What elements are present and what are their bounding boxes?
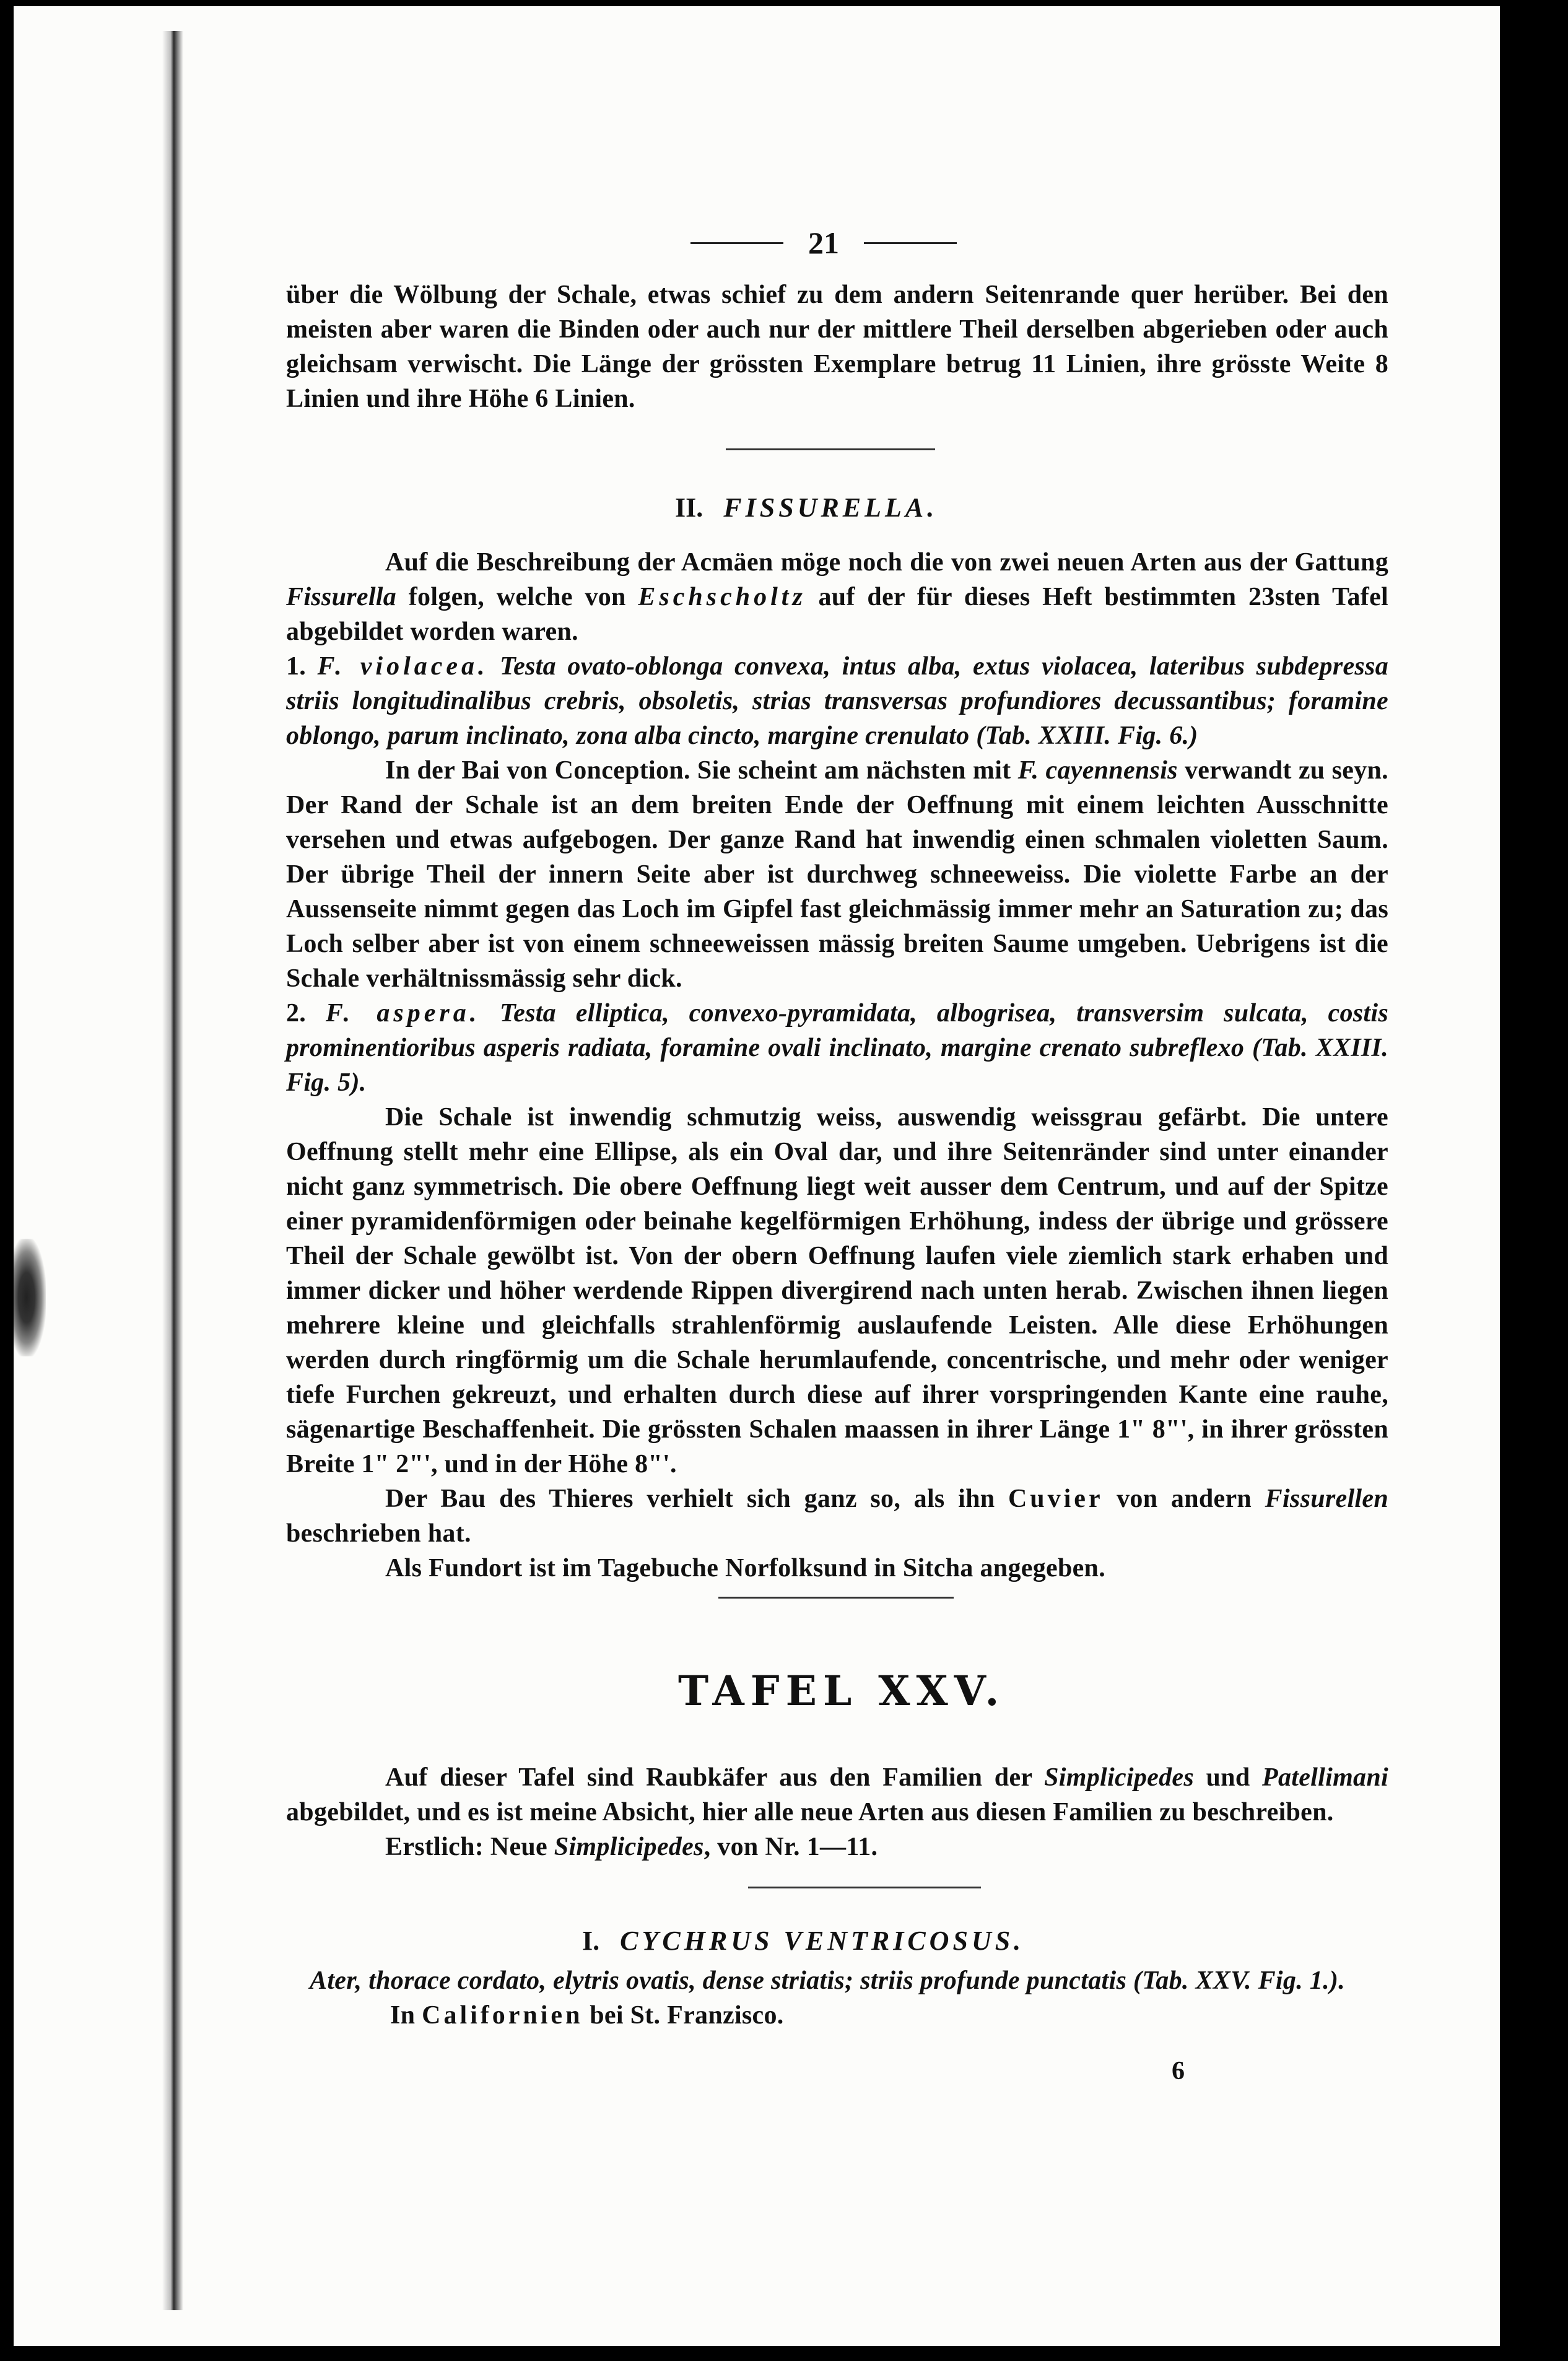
- species1-text-b: verwandt zu seyn. Der Rand der Schale ist an dem breiten Ende der Oeffnung mit einem leichten Ausschnitte versehen und etwas aufgebogen. Der ganze Rand hat inwendig einen schmalen violetten Saum. Der übrige Theil der innern Seite aber ist durchweg schneeweiss. Die violette Farbe an der Aussenseite nimmt gegen das Loch im Gipfel fast gleichmässig immer mehr an Saturation zu; das Loch selber aber ist von einem schneeweissen mässig breiten Saume umgeben. Uebrigens ist die Schale verhältnissmässig sehr dick.: [286, 756, 1388, 993]
- section-title: FISSURELLA.: [723, 492, 938, 523]
- section-heading-cychrus: [582, 1922, 1024, 1960]
- tafel-heading: TAFEL XXV.: [678, 1667, 1006, 1715]
- locality-text-b: bei St. Franzisco.: [583, 2001, 784, 2030]
- erstlich-text-a: Erstlich: Neue: [385, 1833, 554, 1861]
- erstlich-family: Simplicipedes: [554, 1833, 704, 1861]
- page-header: [669, 224, 978, 261]
- species1-description: [286, 753, 1388, 996]
- section-divider: [726, 448, 935, 450]
- species1-latin: Testa ovato-oblonga convexa, intus alba, extus violacea, lateribus subdepressa striis longitudinalibus crebris, obsoletis, strias transversas profundiores decussantibus; foramine oblongo, parum inclinato, zona alba cincto, margine crenulato: [286, 652, 1388, 750]
- cychrus-locality: [310, 1998, 1388, 2033]
- header-dash-left: [690, 242, 783, 244]
- fissurella-body: [286, 545, 1388, 1586]
- tafel-family-2: Patellimani: [1262, 1763, 1388, 1792]
- species2-ref: (Tab. XXIII. Fig. 5).: [286, 1034, 1388, 1097]
- binding-stain: [14, 1239, 46, 1356]
- species2-fundort: Als Fundort ist im Tagebuche Norfolksund in Sitcha angegeben.: [385, 1554, 1106, 1582]
- species2-latin: Testa elliptica, convexo-pyramidata, albogrisea, transversim sulcata, costis prominentioribus asperis radiata, foramine ovali inclinato, margine crenato subreflexo: [286, 999, 1388, 1062]
- species2-diagnosis: [286, 996, 1388, 1100]
- bau-text-c: beschrieben hat.: [286, 1519, 471, 1548]
- cychrus-title: CYCHRUS VENTRICOSUS.: [620, 1926, 1025, 1956]
- species1-number: 1.: [286, 652, 307, 681]
- species1-name: F. violacea.: [317, 652, 489, 681]
- species1-ref: (Tab. XXIII. Fig. 6.): [976, 722, 1198, 750]
- cychrus-diagnosis: [310, 1963, 1388, 1998]
- tafel-text-a: Auf dieser Tafel sind Raubkäfer aus den Familien der: [385, 1763, 1045, 1792]
- cychrus-ref: (Tab. XXV. Fig. 1.).: [1133, 1966, 1345, 1995]
- tafel-body: [286, 1760, 1388, 1864]
- paragraph-continuation: [286, 277, 1388, 416]
- species1-compare: F. cayennensis: [1017, 756, 1178, 785]
- cychrus-body: [310, 1963, 1388, 2033]
- tafel-family-1: Simplicipedes: [1044, 1763, 1194, 1792]
- intro-genus: Fissurella: [286, 583, 397, 611]
- erstlich-text-b: , von Nr. 1—11.: [703, 1833, 878, 1861]
- bau-genus: Fissurellen: [1265, 1485, 1388, 1513]
- species2-number: 2.: [286, 999, 307, 1028]
- locality-place: Californien: [422, 2001, 583, 2030]
- bau-author: Cuvier: [1008, 1485, 1104, 1513]
- locality-text-a: In: [390, 2001, 422, 2030]
- section-number: II.: [675, 492, 703, 523]
- para1-text: über die Wölbung der Schale, etwas schief zu dem andern Seitenrande quer herüber. Bei den meisten aber waren die Binden oder auch nur der mittlere Theil derselben abgerieben oder auch gleichsam verwischt. Die Länge der grössten Exemplare betrug 11 Linien, ihre grösste Weite 8 Linien und ihre Höhe 6 Linien.: [286, 281, 1388, 413]
- tafel-text-b: und: [1193, 1763, 1263, 1792]
- bau-text-a: Der Bau des Thieres verhielt sich ganz so, als ihn: [385, 1485, 1008, 1513]
- intro-text-b: folgen, welche von: [396, 583, 638, 611]
- binding-gutter: [162, 31, 183, 2310]
- cychrus-number: I.: [582, 1926, 600, 1956]
- section-heading-fissurella: [675, 489, 938, 526]
- header-dash-right: [864, 242, 957, 244]
- intro-author: Eschscholtz: [638, 583, 806, 611]
- tafel-intro: [286, 1760, 1388, 1830]
- signature-mark: 6: [1172, 2057, 1185, 2085]
- species2-bau: [286, 1482, 1388, 1551]
- species1-text-a: In der Bai von Conception. Sie scheint am nächsten mit: [385, 756, 1018, 785]
- bau-text-b: von andern: [1103, 1485, 1265, 1513]
- intro-text-a: Auf die Beschreibung der Acmäen möge noch die von zwei neuen Arten aus der Gattung: [385, 548, 1388, 577]
- species1-diagnosis: [286, 649, 1388, 753]
- intro-text-c: auf der für dieses Heft bestimmten 23sten Tafel abgebildet worden waren.: [286, 583, 1389, 646]
- page-number: 21: [808, 225, 839, 260]
- section-divider-2: [718, 1597, 954, 1599]
- species2-name: F. aspera.: [325, 999, 481, 1028]
- species2-description: Die Schale ist inwendig schmutzig weiss, auswendig weissgrau gefärbt. Die untere Oeffnung stellt mehr eine Ellipse, als ein Oval dar, und ihre Seitenränder sind unter einander nicht ganz symmetrisch. Die obere Oeffnung liegt weit ausser dem Centrum, und auf der Spitze einer pyramidenförmigen oder beinahe kegelförmigen Erhöhung, indess der übrige und grössere Theil der Schale gewölbt ist. Von der obern Oeffnung laufen viele ziemlich stark erhaben und immer dicker und höher werdende Rippen divergirend nach unten herab. Zwischen ihnen liegen mehrere kleine und gleichfalls strahlenförmig auslaufende Leisten. Alle diese Erhöhungen werden durch ringförmig um die Schale herumlaufende, concentrische, und mehr oder weniger tiefe Furchen gekreuzt, und erhalten durch diese auf ihrer vorspringenden Kante eine rauhe, sägenartige Beschaffenheit. Die grössten Schalen maassen in ihrer Länge 1" 8"', in ihrer grössten Breite 1" 2"', und in der Höhe 8"'.: [286, 1103, 1388, 1478]
- cychrus-latin: Ater, thorace cordato, elytris ovatis, dense striatis; striis profunde punctatis: [310, 1966, 1127, 1995]
- fissurella-intro: [286, 545, 1388, 649]
- tafel-erstlich: [286, 1830, 1388, 1864]
- tafel-text-c: abgebildet, und es ist meine Absicht, hier alle neue Arten aus diesen Familien zu beschreiben.: [286, 1798, 1334, 1826]
- section-divider-3: [748, 1887, 981, 1888]
